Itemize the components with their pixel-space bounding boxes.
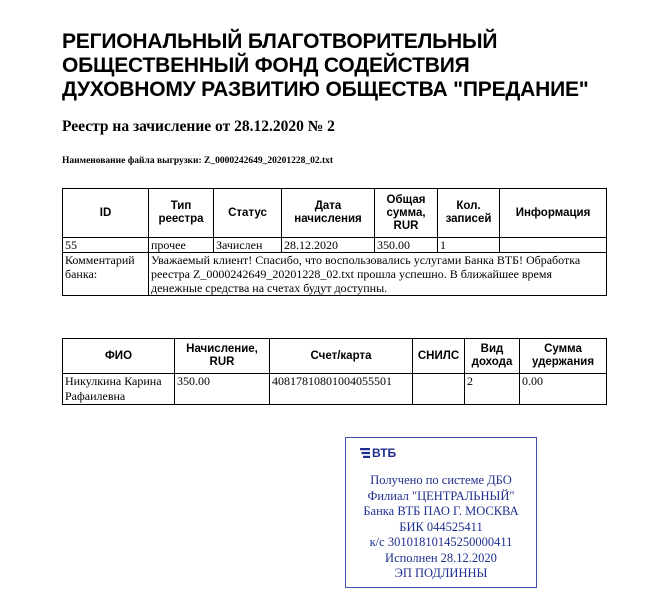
header-status: Статус bbox=[214, 189, 282, 238]
header-fio: ФИО bbox=[63, 339, 175, 374]
payments-header-row bbox=[63, 339, 607, 374]
stamp-line: Исполнен 28.12.2020 bbox=[385, 550, 497, 565]
cell-total: 350.00 bbox=[375, 238, 438, 253]
document-title bbox=[62, 30, 642, 102]
title-line: ОБЩЕСТВЕННЫЙ ФОНД СОДЕЙСТВИЯ bbox=[62, 54, 470, 77]
cell-fio: Никулкина Карина Рафаилевна bbox=[63, 374, 175, 405]
cell-withholding: 0.00 bbox=[520, 374, 607, 405]
stamp-text bbox=[346, 473, 536, 582]
header-type: Тип реестра bbox=[149, 189, 214, 238]
stamp-line: Получено по системе ДБО bbox=[370, 473, 512, 487]
stamp-line: Банка ВТБ ПАО Г. МОСКВА bbox=[363, 504, 519, 518]
stamp-line: БИК 044525411 bbox=[399, 519, 483, 534]
header-income-type: Вид дохода bbox=[465, 339, 520, 374]
cell-status: Зачислен bbox=[214, 238, 282, 253]
title-line: РЕГИОНАЛЬНЫЙ БЛАГОТВОРИТЕЛЬНЫЙ bbox=[62, 30, 498, 53]
cell-account: 40817810801004055501 bbox=[270, 374, 413, 405]
header-account: Счет/карта bbox=[270, 339, 413, 374]
header-total: Общая сумма, RUR bbox=[375, 189, 438, 238]
comment-row bbox=[63, 253, 607, 296]
payments-table bbox=[62, 338, 607, 405]
cell-info bbox=[500, 238, 607, 253]
header-count: Кол. записей bbox=[438, 189, 500, 238]
registry-subtitle: Реестр на зачисление от 28.12.2020 № 2 bbox=[62, 118, 335, 135]
cell-count: 1 bbox=[438, 238, 500, 253]
vtb-logo bbox=[360, 446, 396, 460]
header-accrual: Начисление, RUR bbox=[175, 339, 270, 374]
table-row bbox=[63, 374, 607, 405]
vtb-logo-icon bbox=[360, 448, 370, 458]
cell-accrual: 350.00 bbox=[175, 374, 270, 405]
header-snils: СНИЛС bbox=[413, 339, 465, 374]
comment-text: Уважаемый клиент! Спасибо, что воспользовались услугами Банка ВТБ! Обработка реестра Z_0000242649_20201228_02.txt прошла успешно. В ближайшее время денежные средства на счетах будут доступны. bbox=[149, 253, 607, 296]
comment-label: Комментарий банка: bbox=[63, 253, 149, 296]
bank-stamp bbox=[345, 437, 537, 588]
header-withholding: Сумма удержания bbox=[520, 339, 607, 374]
stamp-brand: ВТБ bbox=[372, 446, 397, 460]
table-row bbox=[63, 238, 607, 253]
stamp-line: к/с 30101810145250000411 bbox=[369, 535, 513, 549]
header-info: Информация bbox=[500, 189, 607, 238]
title-line: ДУХОВНОМУ РАЗВИТИЮ ОБЩЕСТВА "ПРЕДАНИЕ" bbox=[62, 78, 589, 101]
cell-income-type: 2 bbox=[465, 374, 520, 405]
header-date: Дата начисления bbox=[282, 189, 375, 238]
cell-id: 55 bbox=[63, 238, 149, 253]
stamp-line: Филиал "ЦЕНТРАЛЬНЫЙ" bbox=[367, 488, 515, 503]
stamp-line: ЭП ПОДЛИННЫ bbox=[394, 566, 488, 580]
registry-table bbox=[62, 188, 607, 296]
registry-header-row bbox=[63, 189, 607, 238]
cell-date: 28.12.2020 bbox=[282, 238, 375, 253]
header-id: ID bbox=[63, 189, 149, 238]
cell-type: прочее bbox=[149, 238, 214, 253]
cell-snils bbox=[413, 374, 465, 405]
export-filename: Наименование файла выгрузки: Z_0000242649_20201228_02.txt bbox=[62, 156, 334, 166]
